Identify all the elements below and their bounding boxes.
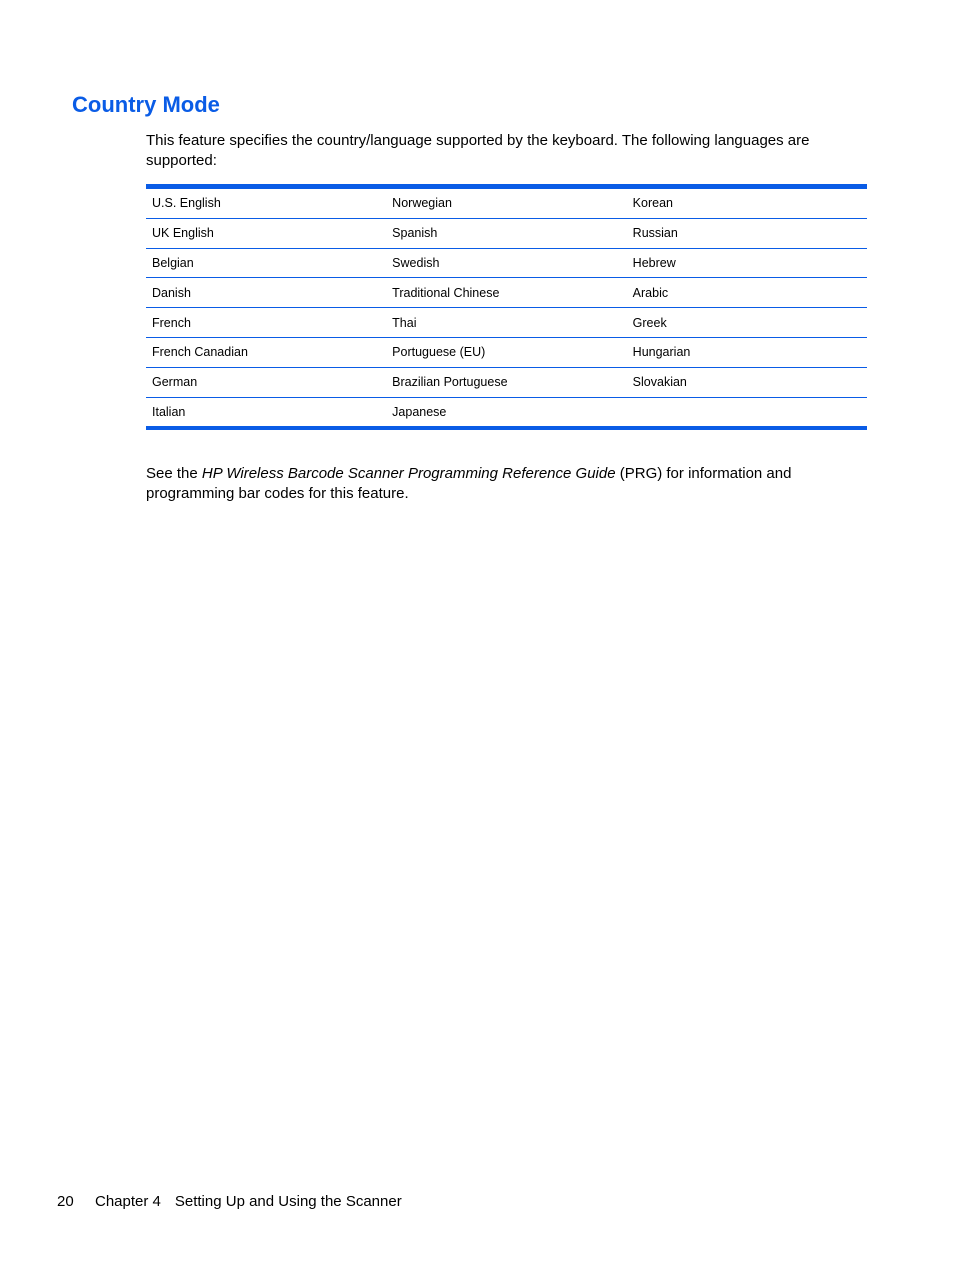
table-cell: Norwegian: [386, 187, 627, 219]
table-cell: Italian: [152, 404, 186, 419]
languages-table: [146, 184, 867, 430]
table-cell: Thai: [386, 308, 627, 338]
table-cell: Traditional Chinese: [386, 278, 627, 308]
table-cell: Arabic: [627, 278, 867, 308]
table-cell: German: [146, 367, 386, 397]
table-cell: Portuguese (EU): [386, 337, 627, 367]
table-cell: Swedish: [386, 248, 627, 278]
page-footer: [57, 1192, 402, 1212]
table-cell: U.S. English: [146, 187, 386, 219]
chapter-label: Chapter 4: [95, 1193, 161, 1210]
table-row: [146, 187, 867, 219]
intro-paragraph: This feature specifies the country/language supported by the keyboard. The following languages are supported:: [146, 132, 810, 169]
table-row: [146, 278, 867, 308]
table-cell: French: [146, 308, 386, 338]
table-cell: Japanese: [392, 404, 447, 419]
guide-title: HP Wireless Barcode Scanner Programming Reference Guide: [201, 465, 616, 482]
table-cell: Hungarian: [627, 337, 867, 367]
table-cell: Danish: [146, 278, 386, 308]
table-cell: Greek: [627, 308, 867, 338]
page-title: Country Mode: [72, 92, 220, 117]
table-row: [146, 337, 867, 367]
table-cell: Hebrew: [627, 248, 867, 278]
table-row: [146, 248, 867, 278]
table-row: [146, 218, 867, 248]
chapter-title: Setting Up and Using the Scanner: [174, 1193, 402, 1210]
table-cell: Korean: [627, 187, 867, 219]
table-cell: French Canadian: [146, 337, 386, 367]
table-cell: Brazilian Portuguese: [386, 367, 627, 397]
page-number: 20: [57, 1193, 74, 1210]
table-cell: Russian: [627, 218, 867, 248]
reference-suffix: (PRG) for information and programming bar codes for this feature.: [146, 465, 792, 502]
table-row: [146, 397, 867, 428]
reference-prefix: See the: [146, 465, 202, 482]
table-row: [146, 308, 867, 338]
table-cell: Slovakian: [627, 367, 867, 397]
table-cell: UK English: [146, 218, 386, 248]
table-cell: Spanish: [386, 218, 627, 248]
table-row: [146, 367, 867, 397]
table-cell: Belgian: [146, 248, 386, 278]
table-cell: [627, 397, 867, 428]
reference-paragraph: [146, 464, 868, 504]
